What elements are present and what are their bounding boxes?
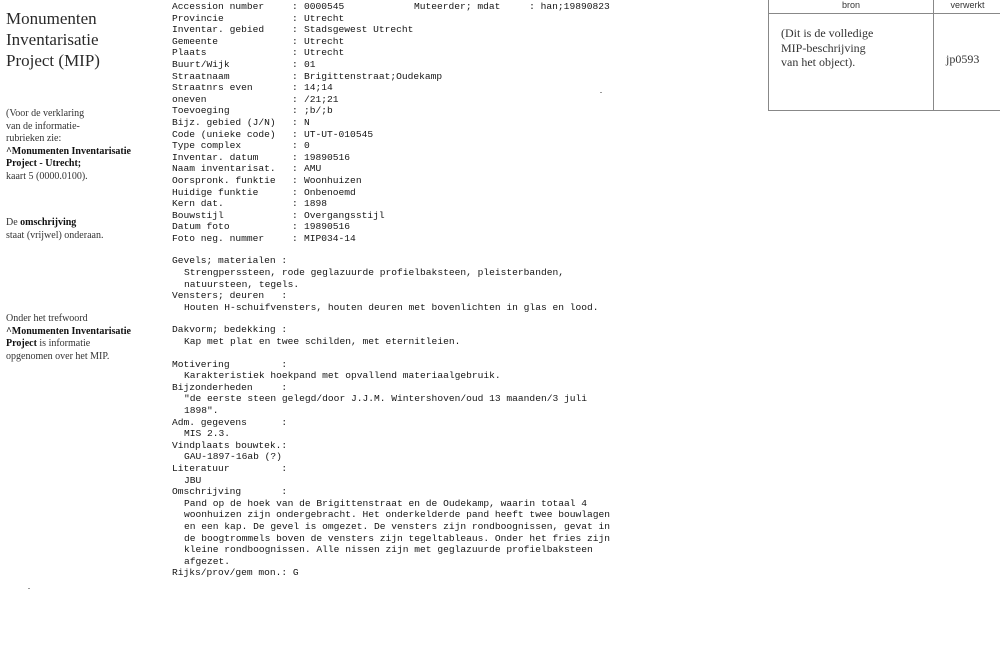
field-value: 0 [304,140,310,152]
section-body: Kap met plat en twee schilden, met eternitleien. [184,336,461,348]
field-row [172,152,762,164]
section-body: JBU [184,474,202,486]
field-value: ;b/;b [304,105,333,117]
field-label: Straatnrs even [172,82,253,94]
field-separator: : [292,140,298,152]
note-keyword: omschrijving [20,217,77,228]
field-label: Naam inventarisat. [172,163,276,175]
source-table-header [769,0,1000,14]
column-header-verwerkt: verwerkt [950,0,985,10]
field-value: Stadsgewest Utrecht [304,24,414,36]
note-reference: Project [6,338,37,349]
field-value: Utrecht [304,47,345,59]
field-row [172,36,762,48]
field-row [172,163,762,175]
field-value: N [304,116,310,128]
field-row [172,175,762,187]
source-line: MIP-beschrijving [781,40,866,55]
title-line-1: Monumenten [6,9,97,28]
field-row [172,24,762,36]
source-cell [769,14,934,110]
section-heading: Dakvorm; bedekking : [172,324,288,336]
section-heading: Adm. gegevens : [172,416,288,428]
section-heading: Literatuur : [172,462,288,474]
field-separator: : [292,209,298,221]
field-separator: : [292,105,298,117]
note-line: staat (vrijwel) onderaan. [6,229,104,241]
field-value: MIP034-14 [304,232,356,244]
field-label: Datum foto [172,221,230,233]
field-row [172,105,762,117]
section-motivering [172,359,762,579]
field-value: 19890516 [304,151,351,163]
section-heading: Omschrijving : [172,486,288,498]
field-separator: : [292,221,298,233]
field-value: 14;14 [304,82,333,94]
note-reference: ^Monumenten Inventarisatie [6,145,131,157]
field-value: Utrecht [304,35,345,47]
section-heading: Vensters; deuren : [172,290,288,302]
section-heading: Motivering : [172,358,288,370]
note-line: kaart 5 (0000.0100). [6,170,88,182]
processed-cell: jp0593 [946,52,980,66]
field-value: Overgangsstijl [304,209,385,221]
field-value: Woonhuizen [304,174,362,186]
sidebar-title [6,8,166,71]
field-label: Provincie [172,12,224,24]
field-value: Utrecht [304,12,345,24]
field-separator: : [292,198,298,210]
field-row [172,47,762,59]
field-separator: : [292,128,298,140]
field-label: Straatnaam [172,70,230,82]
field-label: Inventar. datum [172,151,259,163]
title-line-2: Inventarisatie [6,30,99,49]
section-body: Karakteristiek hoekpand met opvallend materiaalgebruik. [184,370,501,382]
field-label: Bijz. gebied (J/N) [172,116,276,128]
title-line-3: Project (MIP) [6,51,100,70]
section-heading: Vindplaats bouwtek.: [172,439,288,451]
scan-speck [28,588,30,589]
field-row [172,210,762,222]
record-document [172,1,762,579]
field-row [172,82,762,94]
field-value: UT-UT-010545 [304,128,374,140]
section-body: Strengperssteen, rode geglazuurde profielbaksteen, pleisterbanden, natuursteen, tegels. [184,267,564,290]
section-gevels [172,255,762,313]
section-body: "de eerste steen gelegd/door J.J.M. Wintershoven/oud 13 maanden/3 juli 1898". [184,393,588,416]
field-separator: : [292,93,298,105]
field-separator: : [292,163,298,175]
section-body: GAU-1897-16ab (?) [184,451,282,463]
note-line: rubrieken zie: [6,133,62,144]
source-table-row [769,14,1000,110]
monument-status: Rijks/prov/gem mon.: G [172,567,299,579]
note-reference: ^Monumenten Inventarisatie [6,325,131,337]
note-line: opgenomen over het MIP. [6,350,110,362]
field-label: oneven [172,93,207,105]
source-table [768,0,1000,111]
field-label: Accession number [172,1,265,12]
field-label: Huidige funktie [172,186,259,198]
field-row [172,187,762,199]
note-line: Onder het trefwoord [6,313,88,324]
sidebar-note-legend [6,108,176,183]
record-fields [172,1,762,244]
field-row [172,117,762,129]
sidebar-note-keyword [6,313,176,363]
field-separator: : [292,1,298,12]
field-row [172,129,762,141]
field-separator: : [292,232,298,244]
sidebar [6,8,166,362]
column-header-bron: bron [769,0,934,13]
section-dakvorm [172,324,762,347]
source-line: van het object). [781,55,856,69]
field-separator: : [292,47,298,59]
field-label: Kern dat. [172,198,224,210]
field-separator: : [292,70,298,82]
section-body: MIS 2.3. [184,428,231,440]
section-heading: Bijzonderheden : [172,381,288,393]
field-label: Gemeente [172,35,219,47]
field-value: AMU [304,163,322,175]
field-value: 19890516 [304,221,351,233]
note-text: De [6,217,21,228]
field-value: Brigittenstraat;Oudekamp [304,70,443,82]
note-line: (Voor de verklaring [6,108,85,119]
field-label: Code (unieke code) [172,128,276,140]
field-separator: : [292,24,298,36]
field-separator: : [292,12,298,24]
field-separator: : [292,151,298,163]
field-row [172,233,762,245]
field-value: Onbenoemd [304,186,356,198]
field-row [172,59,762,71]
note-reference: Project - Utrecht; [6,158,82,169]
scan-speck [600,92,602,93]
field-separator: : [292,58,298,70]
section-heading: Gevels; materialen : [172,255,288,267]
field-label: Bouwstijl [172,209,224,221]
section-body: Pand op de hoek van de Brigittenstraat en de Oudekamp, waarin totaal 4 woonhuizen zijn ondergebracht. Het onderkelderde pand heeft twee bouwlagen en een kap. De gevel is omgezet. De vensters zijn rondboognissen, gevat in de boogtrommels boven de vensters zijn tegeltableaus. Onder het fries zijn kleine rondboognissen. Alle nissen zijn met geglazuurde profielbaksteen afgezet. [184,497,611,567]
field-label: Buurt/Wijk [172,58,230,70]
field-row [172,198,762,210]
field-label: Type complex [172,140,242,152]
field-row [172,71,762,83]
field-label: Inventar. gebied [172,24,265,36]
field-value: 0000545 [304,1,345,12]
note-text: is informatie [36,338,91,349]
field-separator: : [292,82,298,94]
section-body: Houten H-schuifvensters, houten deuren met bovenlichten in glas en lood. [184,301,599,313]
source-line: (Dit is de volledige [781,26,874,40]
field-separator: : [292,116,298,128]
field-label: Oorspronk. funktie [172,174,276,186]
field-label: Foto neg. nummer [172,232,265,244]
field-row [172,94,762,106]
field-row [172,221,762,233]
field-value: /21;21 [304,93,339,105]
field-value: 01 [304,58,316,70]
field-separator: : [292,186,298,198]
field-separator: : [292,174,298,186]
note-line: van de informatie- [6,120,80,132]
mutation-info: Muteerder; mdat : han;19890823 [414,1,610,12]
field-row [172,140,762,152]
sidebar-note-description [6,217,176,242]
field-separator: : [292,35,298,47]
field-row [172,13,762,25]
field-label: Toevoeging [172,105,230,117]
field-value: 1898 [304,198,328,210]
field-label: Plaats [172,47,207,59]
